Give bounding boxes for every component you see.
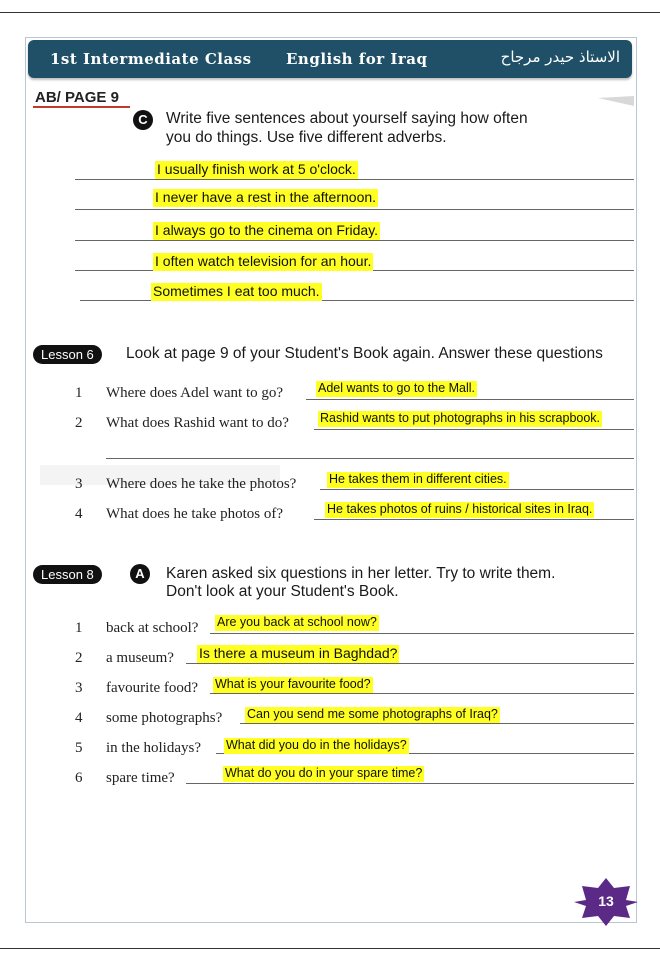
lesson-8-label: Lesson 8 bbox=[33, 565, 102, 584]
page-number: 13 bbox=[598, 893, 614, 909]
section-c-answer-2: I never have a rest in the afternoon. bbox=[155, 189, 377, 205]
lesson-8-q4-answer: Can you send me some photographs of Iraq? bbox=[247, 707, 498, 721]
section-c-answer-1: I usually finish work at 5 o'clock. bbox=[157, 161, 356, 177]
answer-line bbox=[186, 663, 634, 664]
lesson-8-q3-answer: What is your favourite food? bbox=[215, 677, 371, 691]
lesson-8-q4-number: 4 bbox=[75, 710, 83, 726]
top-border-line bbox=[0, 12, 660, 13]
answer-line bbox=[210, 633, 634, 634]
answer-line bbox=[75, 209, 634, 210]
lesson-8-q6-number: 6 bbox=[75, 770, 83, 786]
lesson-6-q4-number: 4 bbox=[75, 506, 83, 522]
lesson-6-q2-number: 2 bbox=[75, 415, 83, 431]
lesson-8-q5-answer: What did you do in the holidays? bbox=[226, 738, 407, 752]
lesson-8-q2-number: 2 bbox=[75, 650, 83, 666]
lesson-8-q4-text: some photographs? bbox=[106, 710, 223, 726]
section-a-marker: A bbox=[130, 564, 150, 584]
section-c-answer-5: Sometimes I eat too much. bbox=[153, 283, 320, 299]
lesson-6-q3-answer: He takes them in different cities. bbox=[329, 472, 507, 486]
lesson-8-q3-number: 3 bbox=[75, 680, 83, 696]
lesson-8-q1-answer: Are you back at school now? bbox=[217, 615, 377, 629]
lesson-6-instruction: Look at page 9 of your Student's Book again. Answer these questions bbox=[126, 345, 603, 362]
lesson-6-q2-text: What does Rashid want to do? bbox=[106, 415, 289, 431]
lesson-6-q2-answer: Rashid wants to put photographs in his scrapbook. bbox=[320, 411, 601, 425]
answer-line bbox=[240, 723, 634, 724]
section-c-instruction-1: Write five sentences about yourself saying how often bbox=[166, 110, 528, 127]
answer-line bbox=[106, 458, 634, 459]
lesson-6-q1-answer: Adel wants to go to the Mall. bbox=[318, 381, 476, 395]
lesson-8-q6-answer: What do you do in your spare time? bbox=[225, 766, 423, 780]
section-c-answer-4: I often watch television for an hour. bbox=[155, 253, 372, 269]
lesson-6-label: Lesson 6 bbox=[33, 345, 102, 364]
answer-line bbox=[320, 489, 634, 490]
lesson-8-q6-text: spare time? bbox=[106, 770, 175, 786]
answer-line bbox=[210, 693, 634, 694]
lesson-6-q1-number: 1 bbox=[75, 385, 83, 401]
lesson-8-q3-text: favourite food? bbox=[106, 680, 199, 696]
lesson-6-q3-text: Where does he take the photos? bbox=[106, 476, 297, 492]
class-name: 1st Intermediate Class bbox=[50, 50, 252, 68]
lesson-6-q4-answer: He takes photos of ruins / historical sites in Iraq. bbox=[327, 502, 593, 516]
answer-line bbox=[75, 240, 634, 241]
lesson-8-q5-text: in the holidays? bbox=[106, 740, 201, 756]
lesson-6-q3-number: 3 bbox=[75, 476, 83, 492]
lesson-8-instruction-1: Karen asked six questions in her letter. Try to write them. bbox=[166, 565, 556, 582]
page-reference: AB/ PAGE 9 bbox=[35, 89, 119, 106]
header-bar bbox=[28, 40, 632, 78]
lesson-8-q5-number: 5 bbox=[75, 740, 83, 756]
lesson-6-q4-text: What does he take photos of? bbox=[106, 506, 284, 522]
section-c-marker: C bbox=[133, 110, 153, 130]
page-reference-underline bbox=[33, 106, 130, 108]
answer-line bbox=[75, 179, 634, 180]
answer-line bbox=[186, 783, 634, 784]
lesson-8-q1-number: 1 bbox=[75, 620, 83, 636]
lesson-8-instruction-2: Don't look at your Student's Book. bbox=[166, 583, 399, 600]
lesson-8-q1-text: back at school? bbox=[106, 620, 199, 636]
lesson-6-q1-text: Where does Adel want to go? bbox=[106, 385, 284, 401]
bottom-border-line bbox=[0, 948, 660, 949]
section-c-instruction-2: you do things. Use five different adverbs. bbox=[166, 129, 447, 146]
teacher-name: الاستاذ حيدر مرجاح bbox=[500, 48, 620, 66]
answer-line bbox=[314, 429, 634, 430]
lesson-8-q2-text: a museum? bbox=[106, 650, 174, 666]
answer-line bbox=[314, 519, 634, 520]
section-c-answer-3: I always go to the cinema on Friday. bbox=[155, 222, 379, 238]
lesson-8-q2-answer: Is there a museum in Baghdad? bbox=[199, 645, 398, 661]
subject-title: English for Iraq bbox=[286, 50, 428, 68]
page-curl-decoration bbox=[598, 96, 634, 106]
answer-line bbox=[306, 399, 634, 400]
